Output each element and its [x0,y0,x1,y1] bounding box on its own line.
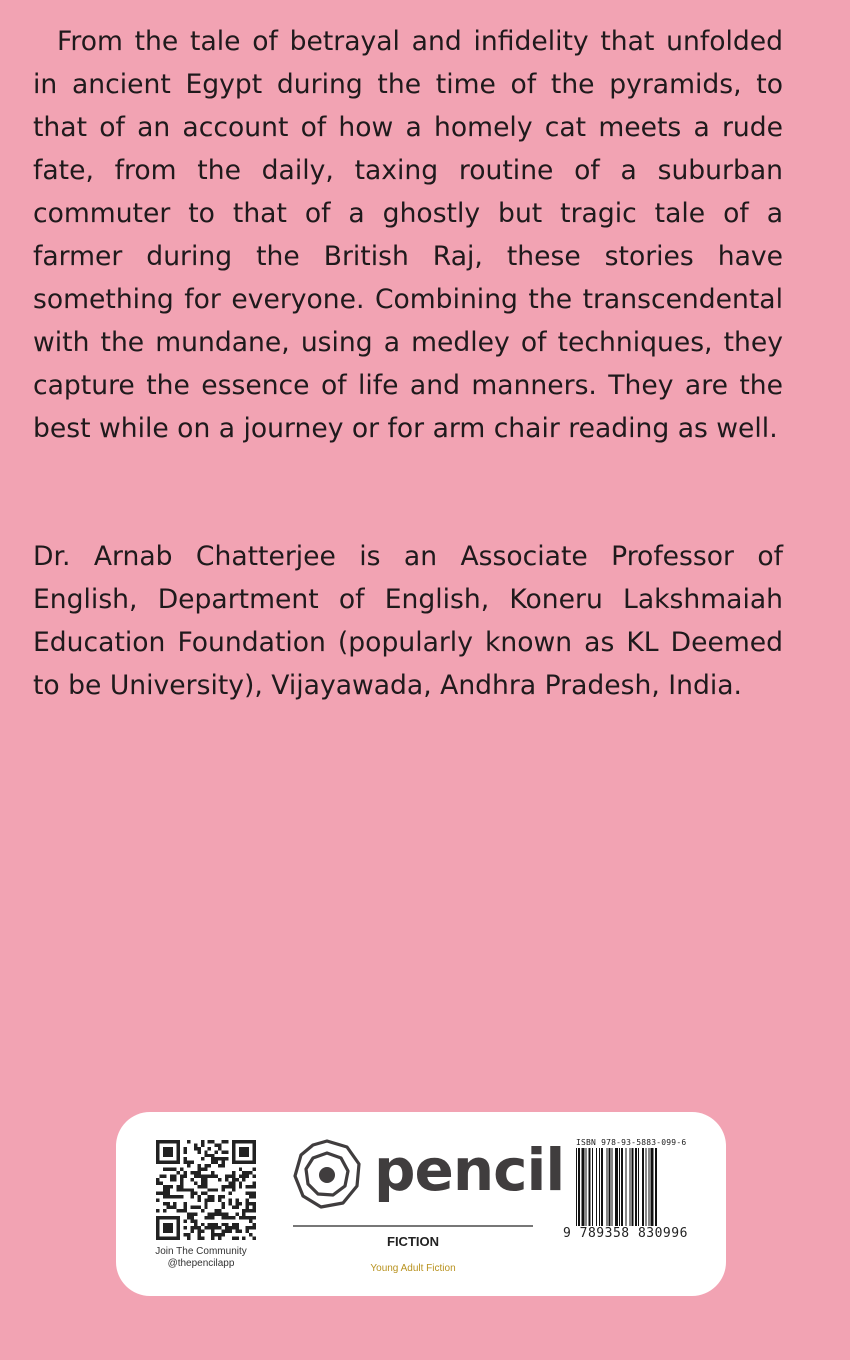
isbn-label: ISBN 978-93-5883-099-6 [576,1138,687,1147]
genre-subcategory: Young Adult Fiction [370,1263,456,1274]
community-caption [136,1246,266,1270]
isbn-digits: 9 789358 830996 [563,1226,688,1241]
qr-code-icon[interactable] [156,1140,256,1240]
publisher-wordmark: pencil [374,1136,565,1204]
community-handle: @thepencilapp [167,1258,235,1269]
community-join-text: Join The Community [155,1246,247,1257]
brand-divider [293,1225,533,1227]
pencil-logo-icon [291,1138,363,1210]
publisher-info-panel [116,1112,726,1296]
author-bio-paragraph: Dr. Arnab Chatterjee is an Associate Professor of English, Department of English, Koneru Lakshmaiah Education Foundation (popularly known as KL Deemed to be University), Vijayawada, Andhra Pradesh, India. [33,541,783,701]
synopsis-paragraph: From the tale of betrayal and infidelity that unfolded in ancient Egypt during the time of the pyramids, to that of an account of how a homely cat meets a rude fate, from the daily, taxing routine of a suburban commuter to that of a ghostly but tragic tale of a farmer during the British Raj, these stories have something for everyone. Combining the transcendental with the mundane, using a medley of techniques, they capture the essence of life and manners. They are the best while on a journey or for arm chair reading as well. [33,26,783,444]
genre-category: FICTION [387,1234,439,1249]
